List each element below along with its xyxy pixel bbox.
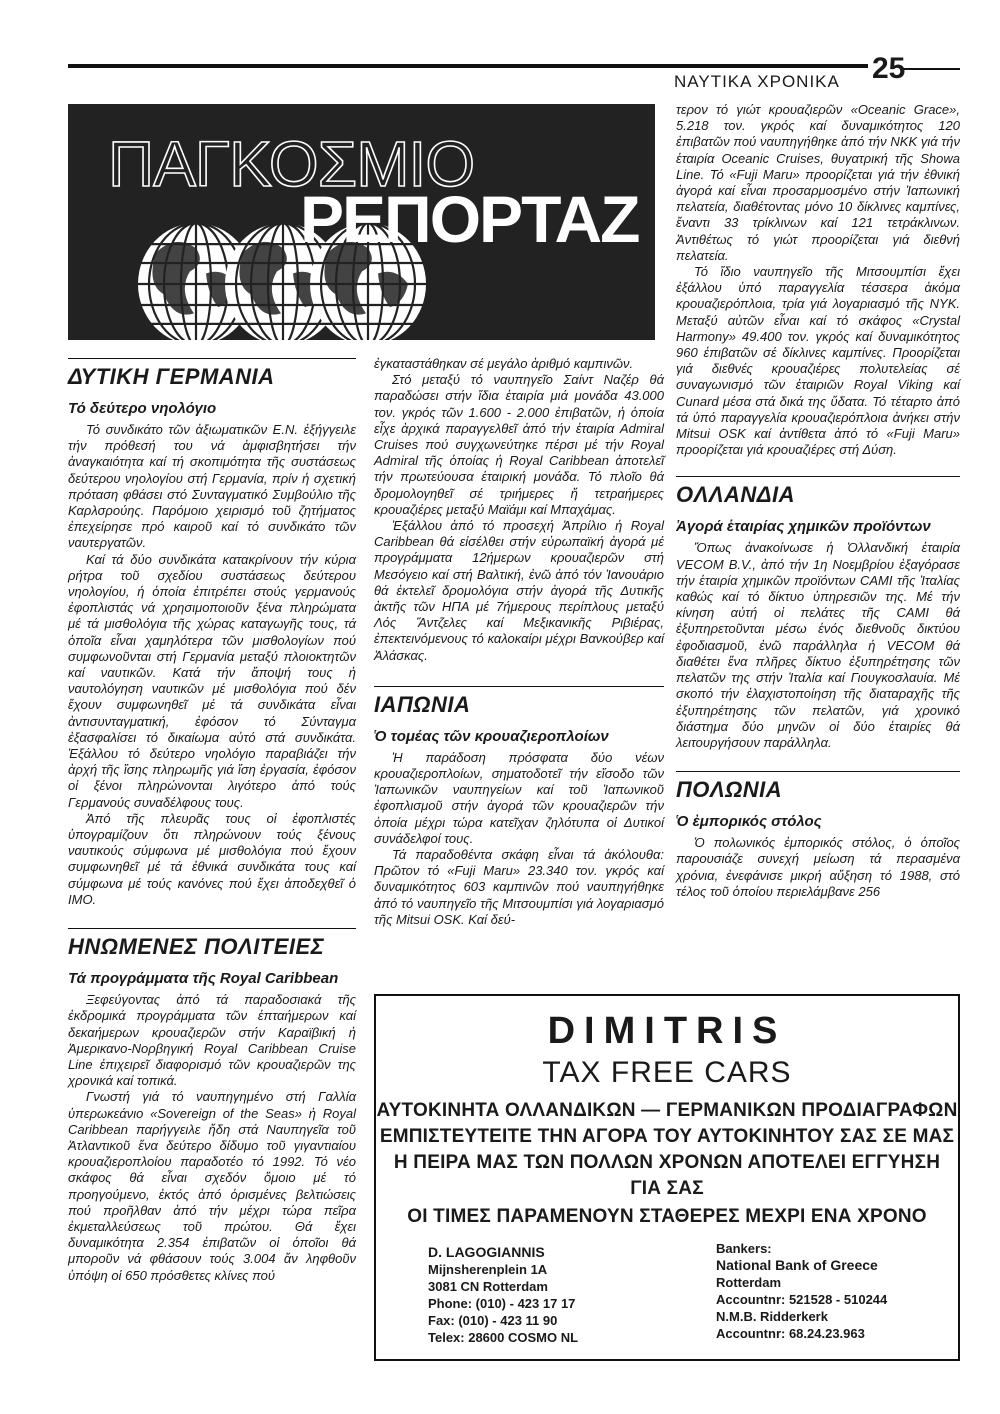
paragraph: Τά παραδοθέντα σκάφη εἶναι τά ἀκόλουθα: Πρῶτον τό «Fuji Maru» 23.340 τον. γκρός καί δυναμικότητος 603 καμπινῶν πού ναυπηγήθηκε ἀπό τό ναυπηγεῖο τῆς Μιτσουμπίσι γιά λογαριασμό τῆς Mitsui OSK. Καί δεύ-	[374, 847, 664, 927]
ad-contact-name: D. LAGOGIANNIS	[428, 1244, 545, 1260]
paragraph: Τό συνδικάτο τῶν ἀξιωματικῶν Ε.Ν. ἐξήγγειλε τήν πρόθεσή του νά ἀμφισβητήσει τήν ἀναγκαιότητα καί τή σκοπιμότητα τῆς συστάσεως δεύτερου νηολογίου στή Γερμανία, πρίν ἡ σχετική πρόταση φθάσει στό Συνταγματικό Συμβούλιο τῆς Καρλσρούης. Παρόμοιο χειρισμό τοῦ ζητήματος ἐπεχείρησε πρό καιροῦ καί τό συνδικάτο τῶν ναυτεργατῶν.	[68, 422, 356, 551]
paragraph: Ἀπό τῆς πλευρᾶς τους οἱ ἐφοπλιστές ὑπογραμίζουν ὅτι πληρώνουν τούς ξένους ναυτικούς σύμφωνα μέ μισθολόγια πού ἔχουν συμφωνηθεῖ μέ τά ἐθνικά συνδικάτα τους καί σύμφωνα μέ τούς κανόνες πού ἔχει ἀποδεχθεῖ ὁ ΙΜΟ.	[68, 810, 356, 907]
section-heading-germany: ΔΥΤΙΚΗ ΓΕΡΜΑΝΙΑ	[68, 358, 356, 389]
ad-line: Η ΠΕΙΡΑ ΜΑΣ ΤΩΝ ΠΟΛΛΩΝ ΧΡΟΝΩΝ ΑΠΟΤΕΛΕΙ ΕΓΓΥΗΣΗ	[393, 1152, 941, 1173]
ad-title: DIMITRIS	[547, 1010, 787, 1052]
page-number: 25	[872, 52, 906, 85]
ad-bank-city: Rotterdam	[716, 1275, 782, 1290]
ad-account: Accountnr: 521528 - 510244	[716, 1292, 888, 1307]
globe-icon	[68, 104, 655, 340]
subheading: Ὁ ἐμπορικός στόλος	[676, 813, 822, 831]
header-rule-right	[900, 68, 960, 70]
paragraph: Ὁ πολωνικός ἐμπορικός στόλος, ὁ ὁποῖος παρουσιάζε συνεχή μείωση τά περασμένα χρόνια, ἐνεφάνισε μικρή αὔξηση τό 1988, στό τέλος τοῦ ὁποίου περιελάμβανε 256	[676, 835, 960, 899]
paragraph: Ξεφεύγοντας ἀπό τά παραδοσιακά τῆς ἐκδρομικά προγράμματα τῶν ἑπταήμερων καί δεκαήμερων κρουαζιερῶν στήν Καραϊβική ἡ Ἀμερικανο-Νορβηγική Royal Caribbean Cruise Line ἐπιχειρεῖ διαφορισμό τῶν κρουαζιερῶν της χρονικά καί τοπικά.	[68, 992, 356, 1089]
ad-bank-name-2: N.M.B. Ridderkerk	[716, 1309, 828, 1324]
ad-line: ΓΙΑ ΣΑΣ	[630, 1178, 704, 1199]
subheading: Τά προγράμματα τῆς Royal Caribbean	[68, 970, 339, 988]
section-heading-japan: ΙΑΠΩΝΙΑ	[374, 686, 664, 717]
section-heading-usa: ΗΝΩΜΕΝΕΣ ΠΟΛΙΤΕΙΕΣ	[68, 928, 356, 959]
section-banner	[68, 104, 655, 340]
ad-address	[428, 1244, 578, 1346]
paragraph: ἐγκαταστάθηκαν σέ μεγάλο ἀριθμό καμπινῶν.	[374, 356, 634, 371]
banner-title-2: ΡΕΠΟΡΤΑΖ	[300, 182, 639, 256]
paragraph: τερον τό γιώτ κρουαζιερῶν «Oceanic Grace», 5.218 τον. γκρός καί δυναμικότητος 120 ἐπιβατῶν πού ναυπηγήθηκε ἀπό τήν NKK γιά τήν ἑταιρία Oceanic Cruises, θυγατρική τῆς Showa Line. Τό «Fuji Maru» προορίζεται γιά τήν ἐθνική ἀγορά καί εἶναι προσαρμοσμένο στήν Ἰαπωνική πελατεία, διαθέτοντας μόνο 10 δίκλινες καμπίνες, ἔναντι 33 τρίκλινων καί 121 τετράκλινων. Ἀντιθέτως τό γιώτ προορίζεται γιά διεθνή πελατεία.	[676, 102, 960, 263]
column-2	[374, 356, 664, 928]
column-1	[68, 358, 356, 1284]
header-rule	[68, 64, 868, 68]
ad-subtitle: TAX FREE CARS	[542, 1056, 792, 1089]
ad-phone: Phone: (010) - 423 17 17	[428, 1296, 576, 1311]
paragraph: Ἡ παράδοση πρόσφατα δύο νέων κρουαζιεροπλοίων, σηματοδοτεῖ τήν εἴσοδο τῶν Ἰαπωνικῶν ναυπηγείων καί τοῦ Ἰαπωνικοῦ ἐφοπλισμοῦ στήν ἀγορά τῶν κρουαζιερῶν τήν ὁποία μέχρι τώρα κατεῖχαν ζηλότυπα οἱ Δυτικοί συνάδελφοί τους.	[374, 749, 664, 846]
paragraph: Γνωστή γιά τό ναυπηγημένο στή Γαλλία ὑπερωκεάνιο «Sovereign of the Seas» ἡ Royal Caribbean παρήγγειλε ἤδη στά Ναυπηγεῖα τοῦ Ἀτλαντικοῦ ἕνα δεύτερο δίδυμο τοῦ γιγαντιαίου κρουαζιεροπλοίου παραδοτέο τό 1992. Τό νέο σκάφος θά εἶναι σχεδόν ὅμοιο μέ τό προηγούμενο, ἐκτός ἀπό ὁρισμένες βελτιώσεις πού προῆλθαν ἀπό τήν μέχρι τώρα πεῖρα ἐκμεταλλεύσεως τοῦ πρώτου. Θά ἔχει δυναμικότητα 2.354 ἐπιβατῶν οἱ ὁποῖοι θά μποροῦν νά φθάσουν τούς 3.004 ἄν ληφθοῦν ὑπόψη οἱ 650 πρόσθετες κλίνες πού	[68, 1089, 356, 1283]
section-heading-poland: ΠΟΛΩΝΙΑ	[676, 771, 960, 802]
ad-fax: Fax: (010) - 423 11 90	[428, 1313, 558, 1328]
advertisement	[374, 994, 960, 1361]
banner-title-1: ΠΑΓΚΟΣΜΙΟ	[108, 128, 475, 200]
subheading: Ὁ τομέας τῶν κρουαζιεροπλοίων	[374, 727, 609, 745]
ad-line: ΟΙ ΤΙΜΕΣ ΠΑΡΑΜΕΝΟΥΝ ΣΤΑΘΕΡΕΣ ΜΕΧΡΙ ΕΝΑ ΧΡΟΝΟ	[407, 1206, 927, 1227]
paragraph: Καί τά δύο συνδικάτα κατακρίνουν τήν κύρια ρήτρα τοῦ σχεδίου συστάσεως δεύτερου νηολογίου, ἡ ὁποία ἐπιτρέπει στούς γερμανούς ἐφοπλιστάς νά χρησιμοποιοῦν ξένα πληρώματα μέ τά μισθολόγια τῆς χώρας καταγωγῆς τους, τά ὁποῖα εἶναι χαμηλότερα τῶν μισθολογίων πού συμφωνοῦνται στή Γερμανία μεταξύ πλοιοκτητῶν καί ναυτικῶν. Κατά τήν ἄποψή τους ἡ ναυτολόγηση ναυτικῶν μέ μισθολόγια πού δέν ἔχουν συμφωνηθεῖ μέ τά συνδικάτα εἶναι ἀντισυνταγματική, ἐφόσον τό Σύνταγμα ἐξασφαλίσει τό δικαίωμα αὐτό στά συνδικάτα. Ἐξάλλου τό δεύτερο νηολόγιο παραβιάζει τήν ἀρχή τῆς ἴσης πληρωμῆς γιά ἴση ἐργασία, ἐφόσον οἱ ξένοι πληρώνονται λιγότερο ἀπό τούς Γερμανούς συναδέλφους τους.	[68, 551, 356, 810]
ad-line: ΑΥΤΟΚΙΝΗΤΑ ΟΛΛΑΝΔΙΚΩΝ — ΓΕΡΜΑΝΙΚΩΝ ΠΡΟΔΙΑΓΡΑΦΩΝ	[376, 1100, 958, 1121]
ad-line: ΕΜΠΙΣΤΕΥΤΕΙΤΕ ΤΗΝ ΑΓΟΡΑ ΤΟΥ ΑΥΤΟΚΙΝΗΤΟΥ ΣΑΣ ΣΕ ΜΑΣ	[379, 1126, 955, 1147]
subheading: Τό δεύτερο νηολόγιο	[68, 400, 217, 417]
paragraph: Ἐξάλλου ἀπό τό προσεχή Ἀπρίλιο ἡ Royal Caribbean θά εἰσέλθει στήν εὐρωπαϊκή ἀγορά μέ προγράμματα 12ήμερων κρουαζιερῶν στή Μεσόγειο καί στή Βαλτική, ἐνῶ ἀπό τόν Ἰανουάριο θά ἐκτελεῖ δρομολόγια στήν ἀγορά τῆς Δυτικῆς ἀκτῆς τῶν ΗΠΑ μέ 7ήμερους περίπλους μεταξύ Λός Ἄντζελες καί Μεξικανικῆς Ριβιέρας, ἐπεκτεινόμενους τό καλοκαίρι μέχρι Βανκούβερ καί Ἀλάσκας.	[374, 518, 664, 663]
paragraph: Τό ἴδιο ναυπηγεῖο τῆς Μιτσουμπίσι ἔχει ἐξάλλου ὑπό παραγγελία τέσσερα ἀκόμα κρουαζιερόπλοια, τρία γιά λογαριασμό τῆς NYK. Μεταξύ αὐτῶν εἶναι καί τό σκάφος «Crystal Harmony» 49.400 τον. γκρός καί δυναμικότητος 960 ἐπιβατῶν σέ δίκλινες καμπίνες. Προορίζεται γιά διεθνές κρουαζιέρες πολυτελείας σέ συναγωνισμό τῶν ἑταιριῶν Royal Viking καί Cunard μέσα στά δικά της ὕδατα. Τό τέταρτο ἀπό τά ὑπό παραγγελία κρουαζιερόπλοια ἀνήκει στήν Mitsui OSK καί ἀντίθετα ἀπό τό «Fuji Maru» προορίζεται γιά κρουαζιέρες στή Δύση.	[676, 264, 960, 458]
subheading: Ἀγορά ἑταιρίας χημικῶν προϊόντων	[676, 518, 931, 536]
ad-address-line: 3081 CN Rotterdam	[428, 1279, 548, 1294]
ad-bankers	[716, 1240, 887, 1342]
paragraph: Στό μεταξύ τό ναυπηγεῖο Σαίντ Ναζέρ θά παραδώσει στήν ἴδια ἑταιρία μιά μονάδα 43.000 τον. γκρός τῶν 1.600 - 2.000 ἐπιβατῶν, ἡ ὁποία εἶχε ἀρχικά παραγγελθεῖ ἀπό τήν ἑταιρία Admiral Cruises πού συγχωνεύτηκε πέρσι μέ τήν Royal Admiral τῆς ὁποίας ἡ Royal Caribbean ἀποτελεῖ τήν πρωτεύουσα ἑταιρική μονάδα. Τό πλοῖο θά δρομολογηθεῖ σέ τριήμερες ἤ τετραήμερες κρουαζιέρες μεταξύ Μαϊάμι καί Μπαχάμας.	[374, 372, 664, 517]
magazine-name: ΝΑΥΤΙΚΑ ΧΡΟΝΙΚΑ	[674, 72, 840, 91]
column-3	[676, 102, 960, 900]
paragraph: Ὅπως ἀνακοίνωσε ἡ Ὀλλανδική ἑταιρία VECOM B.V., ἀπό τήν 1η Νοεμβρίου ἐξαγόρασε τήν ἑταιρία χημικῶν προϊόντων CAMI τῆς Ἰταλίας καθώς καί τό δίκτυο ὑπηρεσιῶν της. Μέ τήν κίνηση αὐτή οἱ πελάτες τῆς CAMI θά ἐξυπηρετοῦνται μέσω ἑνός διεθνοῦς δικτύου ἐφοδιασμοῦ, ἐνῶ παράλληλα ἡ VECOM θά διαθέτει ἕνα πλῆρες δίκτυο ἐξυπηρέτησης τῶν πελατῶν της στήν Ἰταλία καί Γιουγκοσλαυία. Μέ σκοπό τήν ἐλαχιστοποίηση τῆς διαταραχῆς τῆς ἐξυπηρέτησης τῶν πελατῶν, γιά χρονικό διάστημα δύο μηνῶν οἱ δύο ἑταιρίες θά λειτουργήσουν παράλληλα.	[676, 540, 960, 750]
ad-bank-name: National Bank of Greece	[716, 1257, 878, 1273]
ad-bankers-label: Bankers:	[716, 1241, 772, 1256]
section-heading-netherlands: ΟΛΛΑΝΔΙΑ	[676, 476, 960, 507]
ad-account-2: Accountnr: 68.24.23.963	[716, 1326, 865, 1341]
ad-address-line: Mijnsherenplein 1A	[428, 1262, 548, 1277]
ad-telex: Telex: 28600 COSMO NL	[428, 1330, 579, 1345]
